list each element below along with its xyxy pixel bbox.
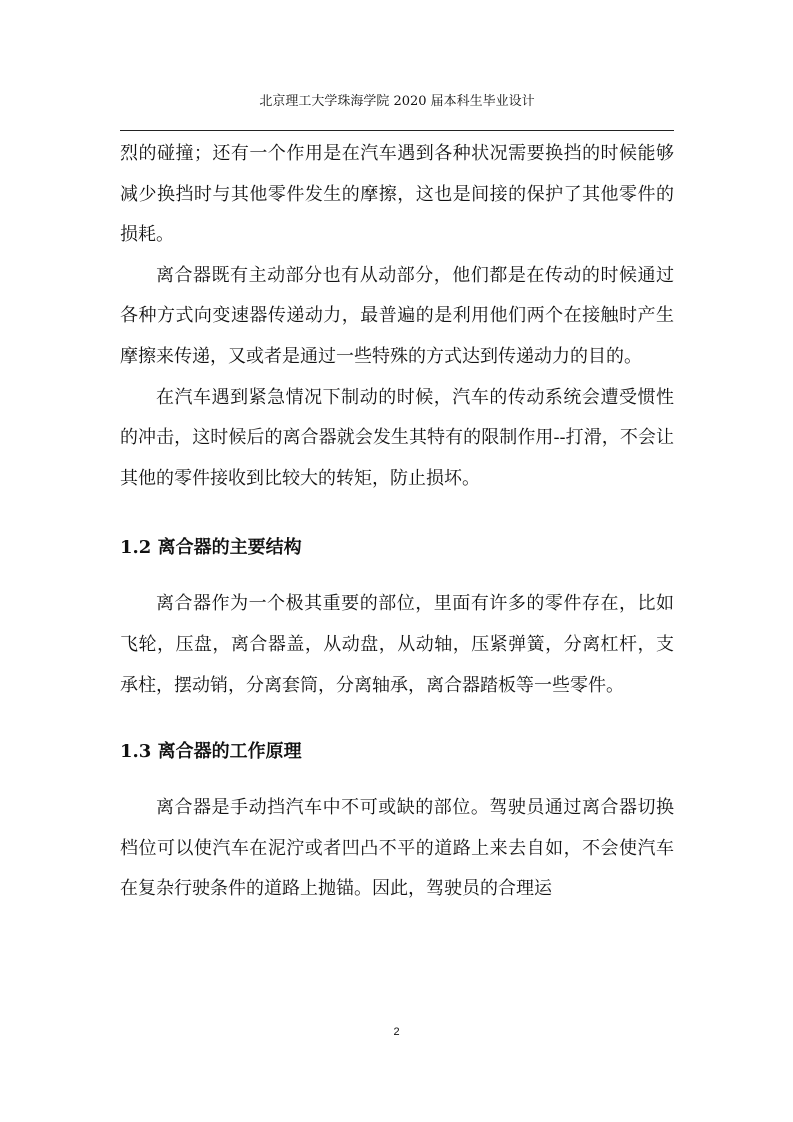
section-heading-1-3: 1.3 离合器的工作原理 <box>120 741 302 763</box>
paragraph-working-principle: 离合器是手动挡汽车中不可或缺的部位。驾驶员通过离合器切换档位可以使汽车在泥泞或者凹凸不平的道路上来去自如，不会使汽车在复杂行驶条件的道路上抛锚。因此，驾驶员的合理运 <box>120 797 674 900</box>
header-divider <box>120 130 674 131</box>
paragraph-main-structure: 离合器作为一个极其重要的部位，里面有许多的零件存在，比如飞轮，压盘，离合器盖，从动盘，从动轴，压紧弹簧，分离杠杆，支承柱，摆动销，分离套筒，分离轴承，离合器踏板等一些零件。 <box>120 593 674 696</box>
paragraph-emergency-braking: 在汽车遇到紧急情况下制动的时候，汽车的传动系统会遭受惯性的冲击，这时候后的离合器就会发生其特有的限制作用--打滑，不会让其他的零件接收到比较大的转矩，防止损坏。 <box>120 386 674 489</box>
paragraph-clutch-parts: 离合器既有主动部分也有从动部分，他们都是在传动的时候通过各种方式向变速器传递动力，最普遍的是利用他们两个在接触时产生摩擦来传递，又或者是通过一些特殊的方式达到传递动力的目的。 <box>120 264 674 367</box>
section-heading-1-2: 1.2 离合器的主要结构 <box>120 537 302 559</box>
page-body <box>120 134 674 910</box>
page-number: 2 <box>393 1026 400 1038</box>
page-header: 北京理工大学珠海学院 2020 届本科生毕业设计 <box>259 94 535 109</box>
paragraph-continued: 烈的碰撞；还有一个作用是在汽车遇到各种状况需要换挡的时候能够减少换挡时与其他零件发生的摩擦，这也是间接的保护了其他零件的损耗。 <box>120 143 674 246</box>
